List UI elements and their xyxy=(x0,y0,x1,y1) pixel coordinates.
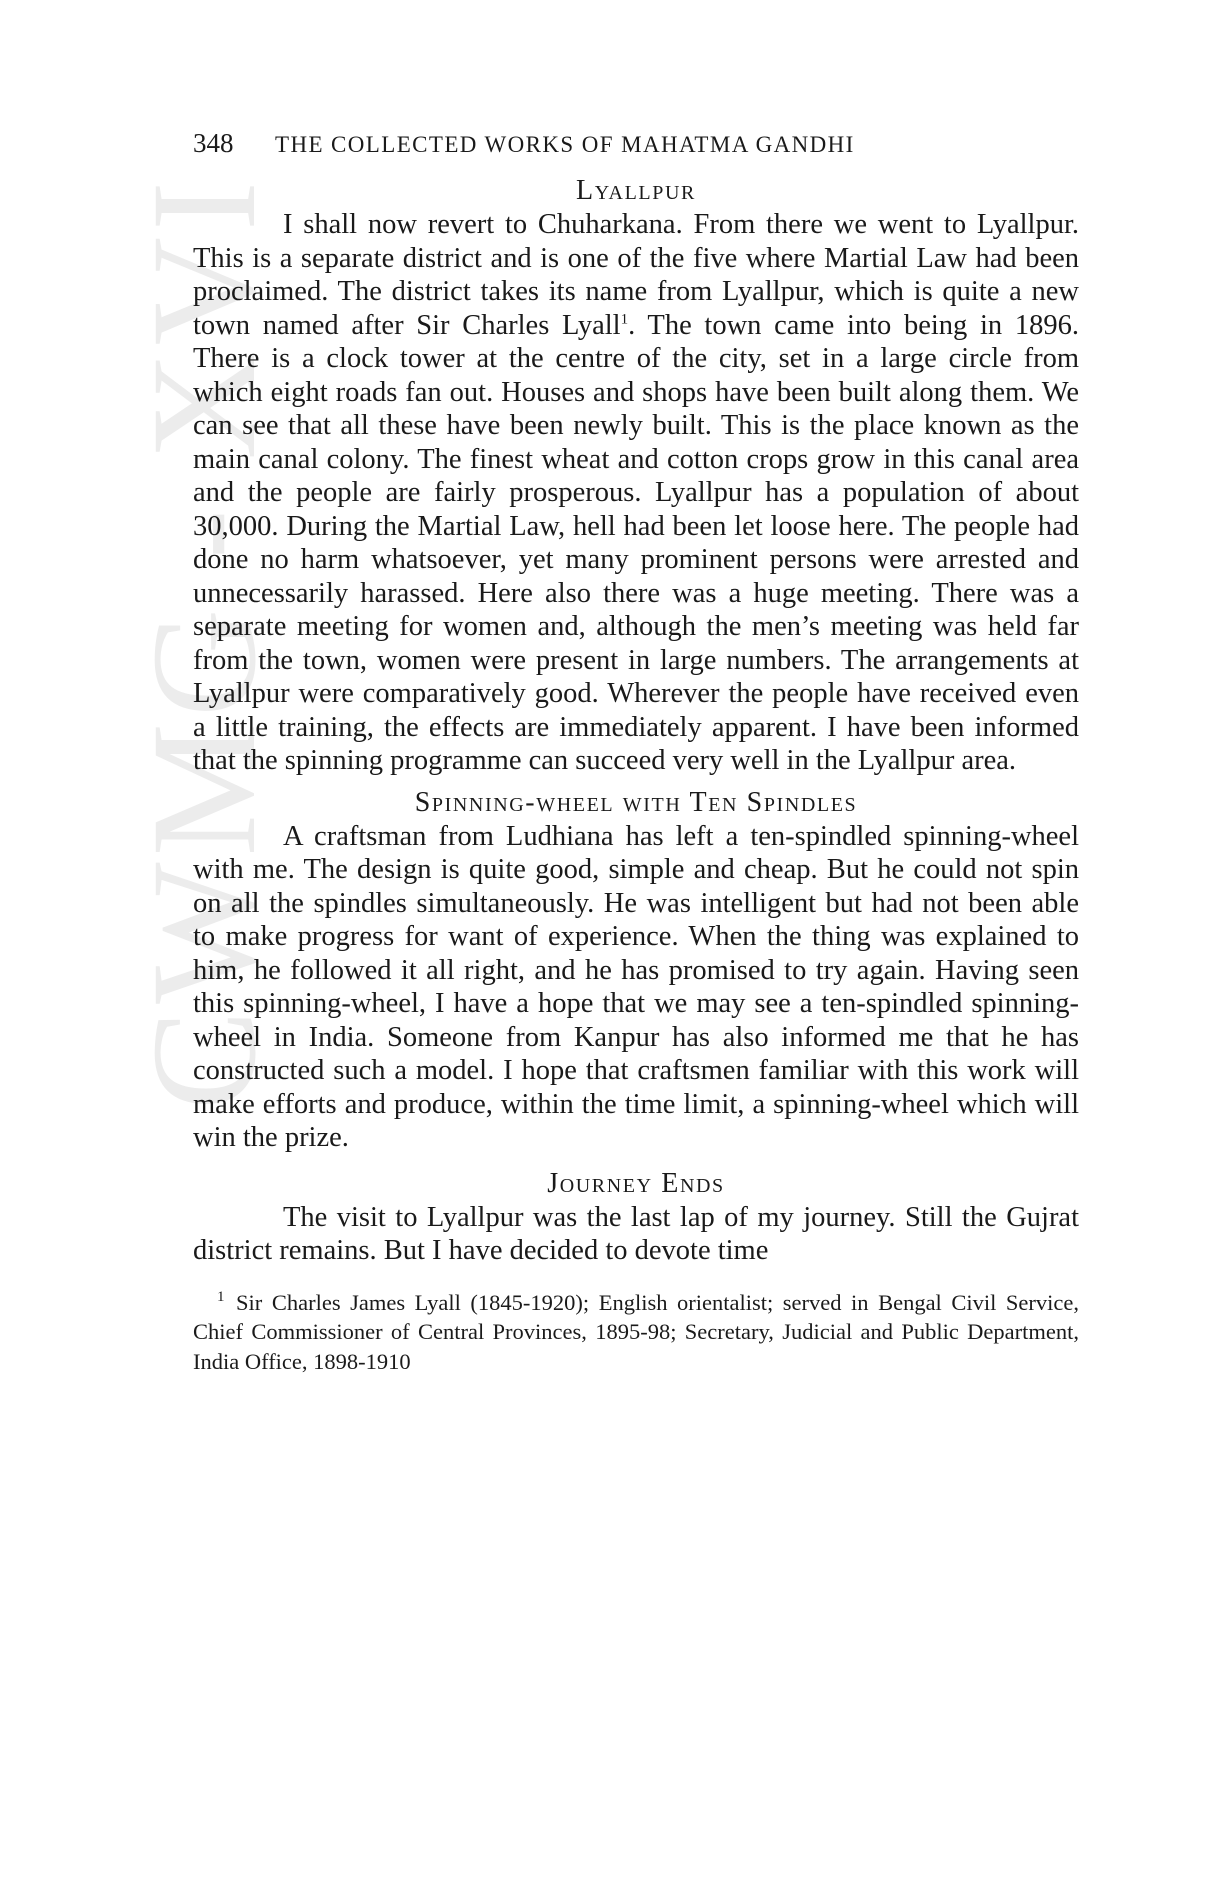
book-page xyxy=(193,128,1079,1376)
footnote xyxy=(193,1288,1079,1377)
running-head xyxy=(193,128,1079,168)
section-heading-journey-ends: Journey Ends xyxy=(547,1167,725,1199)
page-number: 348 xyxy=(193,128,234,158)
paragraph-text: . The town came into being in 1896. There is a clock tower at the centre of the city, set in a large circle from which eight roads fan out. Houses and shops have been built along them. We can see that all these have been newly built. This is the place known as the main canal colony. The finest wheat and cotton crops grow in this canal area and the people are fairly prosperous. Lyallpur has a population of about 30,000. During the Martial Law, hell had been let loose here. The people had done no harm whatsoever, yet many prominent persons were arrested and unnecessarily harassed. Here also there was a huge meeting. There was a separate meeting for women and, although the men’s meeting was held far from the town, women were present in large numbers. The arrangements at Lyallpur were comparatively good. Wherever the people have received even a little training, the effects are immediately apparent. I have been informed that the spinning programme can succeed very well in the Lyallpur area. xyxy=(193,309,1080,776)
footnote-text: Sir Charles James Lyall (1845-1920); English orientalist; served in Bengal Civil Service, Chief Commissioner of Central Provinces, 1895-98; Secretary, Judicial and Public Department, India Office, 1898-1910 xyxy=(193,1289,1079,1374)
footnote-marker: 1 xyxy=(217,1289,225,1305)
paragraph-journey-ends: The visit to Lyallpur was the last lap of my journey. Still the Gujrat district remains. But I have decided to devote time xyxy=(193,1201,1079,1266)
paragraph-lyallpur xyxy=(193,208,1079,778)
watermark-text: CWMG - XVI xyxy=(121,175,287,1110)
paragraph-text: I shall now revert to Chuharkana. From there we went to Lyallpur. This is a separate district and is one of the five where Martial Law had been proclaimed. The district takes its name from Lyallpur, which is quite a new town named after Sir Charles Lyall xyxy=(193,209,1079,341)
running-title: THE COLLECTED WORKS OF MAHATMA GANDHI xyxy=(275,132,855,157)
section-heading-lyallpur: Lyallpur xyxy=(576,175,696,206)
section-heading-spinning-wheel: Spinning-wheel with Ten Spindles xyxy=(414,786,858,818)
footnote-reference: 1 xyxy=(620,311,629,327)
paragraph-spinning-wheel: A craftsman from Ludhiana has left a ten-spindled spinning-wheel with me. The design is quite good, simple and cheap. But he could not spin on all the spindles simultaneously. He was intelligent but had not been able to make progress for want of experience. When the thing was explained to him, he followed it all right, and he has promised to try again. Having seen this spinning-wheel, I have a hope that we may see a ten-spindled spinning-wheel in India. Someone from Kanpur has also informed me that he has constructed such a model. I hope that craftsmen familiar with this work will make efforts and produce, within the time limit, a spinning-wheel which will win the prize. xyxy=(193,820,1079,1153)
